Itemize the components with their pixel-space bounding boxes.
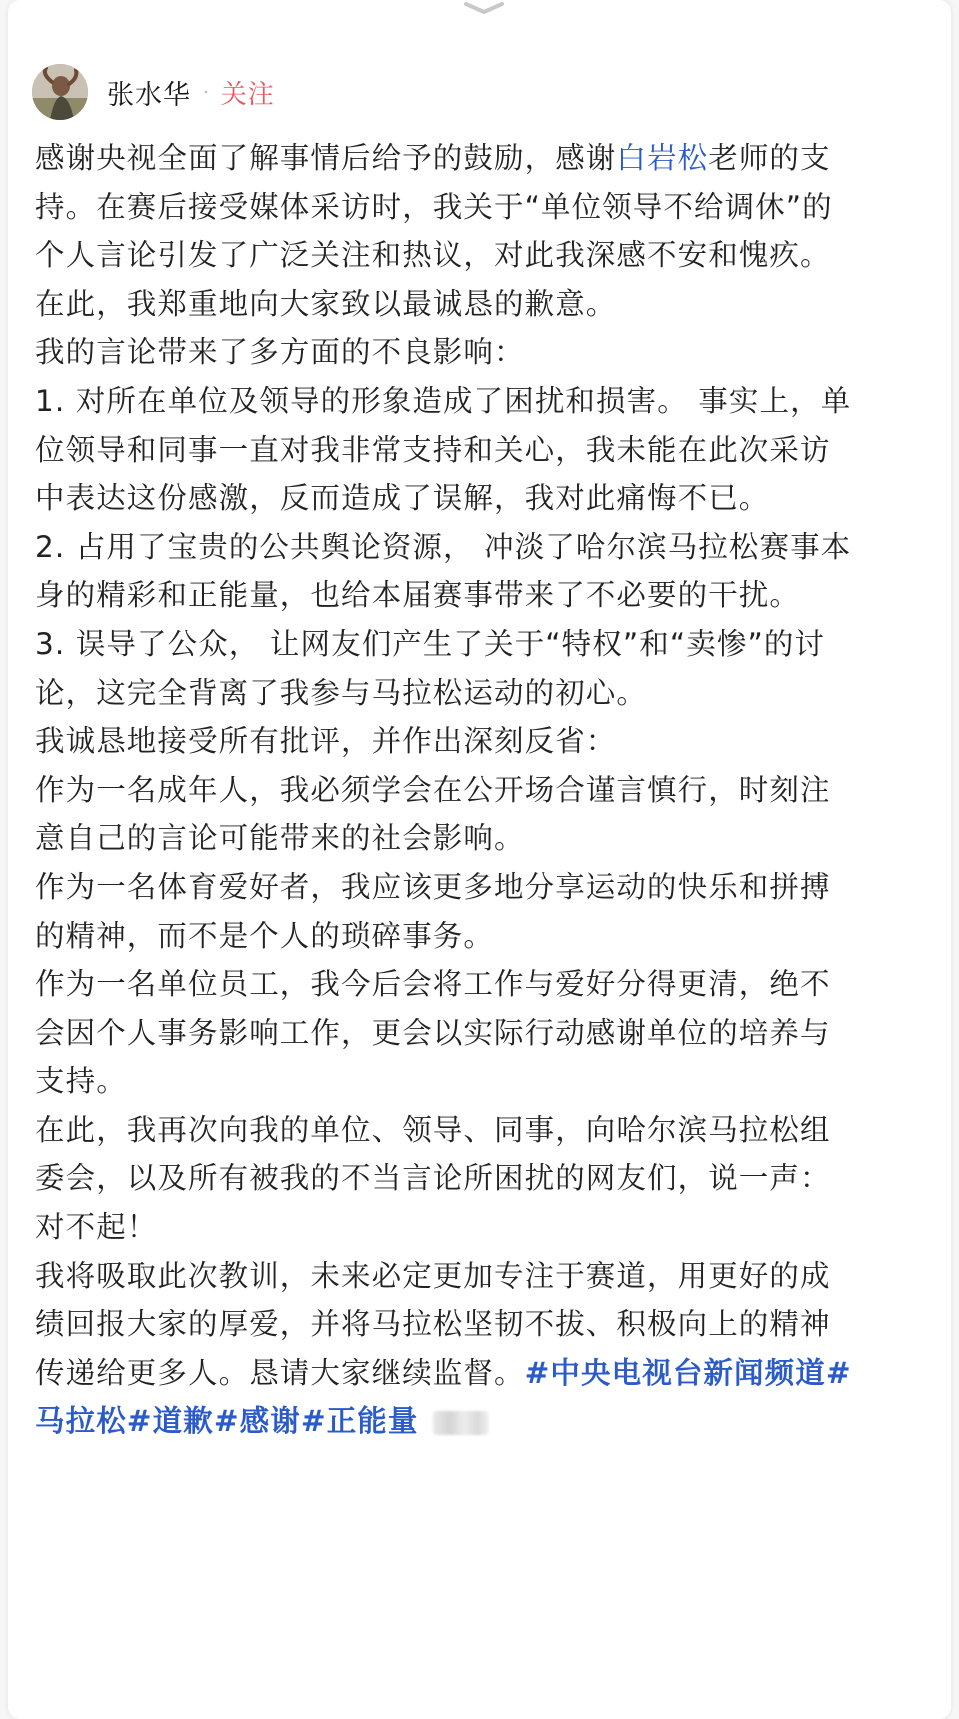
post-line: 持。在赛后接受媒体采访时，我关于“单位领导不给调休”的: [35, 189, 833, 224]
post-line: [35, 1349, 940, 1398]
post-line: 绩回报大家的厚爱，并将马拉松坚韧不拔、积极向上的精神: [35, 1307, 831, 1342]
post-line: 在此，我郑重地向大家致以最诚恳的歉意。: [35, 286, 617, 321]
post-line: 支持。: [35, 1064, 127, 1099]
avatar-image: [32, 64, 88, 120]
post-text: [35, 134, 940, 1446]
post-line: 个人言论引发了广泛关注和热议，对此我深感不安和愧疚。: [35, 238, 831, 273]
post-line: 2. 占用了宝贵的公共舆论资源， 冲淡了哈尔滨马拉松赛事本: [35, 529, 852, 564]
post-header: [32, 64, 275, 120]
post-line-text: 感谢央视全面了解事情后给予的鼓励，感谢: [35, 141, 617, 175]
post-line: 委会，以及所有被我的不当言论所困扰的网友们，说一声：: [35, 1161, 831, 1196]
post-line: 在此，我再次向我的单位、领导、同事，向哈尔滨马拉松组: [35, 1112, 831, 1147]
post-line: 作为一名成年人，我必须学会在公开场合谨言慎行，时刻注: [35, 772, 831, 807]
author-name[interactable]: 张水华: [107, 79, 191, 111]
hashtag-link[interactable]: #中央电视台新闻频道#: [524, 1355, 852, 1390]
post-line: 身的精彩和正能量，也给本届赛事带来了不必要的干扰。: [35, 578, 801, 613]
chevron-down-icon: [462, 1, 506, 15]
avatar[interactable]: [32, 64, 88, 120]
post-card: [8, 0, 951, 1719]
post-line: 对不起！: [35, 1210, 158, 1245]
post-line: 我将吸取此次教训，未来必定更加专注于赛道，用更好的成: [35, 1258, 831, 1293]
hashtag-link[interactable]: 马拉松#: [35, 1404, 153, 1439]
post-line: 中表达这份感激，反而造成了误解，我对此痛悔不已。: [35, 481, 770, 516]
post-line: 1. 对所在单位及领导的形象造成了困扰和损害。 事实上，单: [35, 383, 852, 418]
hashtag-link[interactable]: 道歉#: [152, 1404, 240, 1439]
post-line: 的精神，而不是个人的琐碎事务。: [35, 918, 495, 953]
post-line: 会因个人事务影响工作，更会以实际行动感谢单位的培养与: [35, 1015, 831, 1050]
hashtag-link[interactable]: 正能量: [326, 1404, 419, 1439]
separator-dot: ·: [203, 81, 209, 103]
post-line: 3. 误导了公众， 让网友们产生了关于“特权”和“卖惨”的讨: [35, 626, 826, 661]
follow-button[interactable]: 关注: [220, 79, 275, 110]
closing-text: 传递给更多人。恳请大家继续监督。: [35, 1355, 525, 1390]
post-line: 我诚恳地接受所有批评，并作出深刻反省：: [35, 724, 617, 759]
blurred-watermark: [433, 1411, 489, 1435]
post-line: 作为一名体育爱好者，我应该更多地分享运动的快乐和拼搏: [35, 869, 831, 904]
post-line: [35, 1397, 940, 1446]
mention-link[interactable]: 白岩松: [616, 141, 709, 175]
post-line: [35, 134, 940, 183]
post-line: 意自己的言论可能带来的社会影响。: [35, 821, 525, 856]
post-line: 我的言论带来了多方面的不良影响：: [35, 335, 525, 370]
post-line: 作为一名单位员工，我今后会将工作与爱好分得更清，绝不: [35, 967, 831, 1002]
post-line: 位领导和同事一直对我非常支持和关心，我未能在此次采访: [35, 432, 831, 467]
hashtag-link[interactable]: 感谢#: [239, 1404, 327, 1439]
post-line: 论，这完全背离了我参与马拉松运动的初心。: [35, 675, 648, 710]
post-line-text: 老师的支: [708, 141, 831, 175]
sheet-drag-handle[interactable]: [462, 0, 506, 14]
